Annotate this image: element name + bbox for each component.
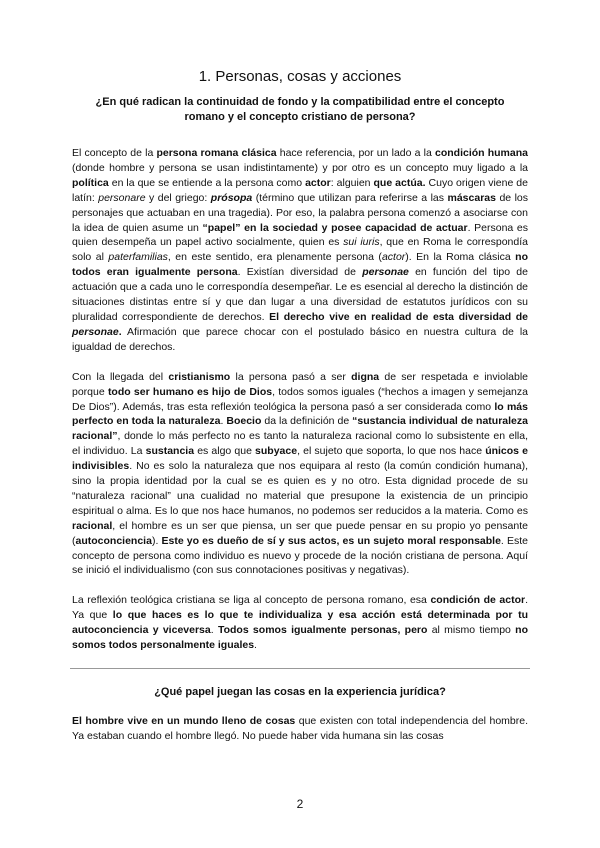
p1-run: (donde hombre y persona se usan indistintamente) y por otro es un concepto muy ligado a la [72, 161, 528, 174]
p2-run: autoconciencia [75, 534, 152, 547]
p2-run: Este yo es dueño de sí y sus actos, es un sujeto moral responsable [161, 534, 501, 547]
p2-run: , donde lo más perfecto no es tanto la naturaleza racional como lo subsistente en ella, el individuo. La [72, 430, 528, 458]
p2-run: ). [151, 534, 162, 547]
p1-run: . Persona es quien desempeña un papel activo socialmente, quien es [72, 221, 529, 249]
paragraph-3 [72, 593, 528, 653]
p2-run: cristianismo [168, 370, 231, 383]
p1-run: , que en Roma le correspondía solo al [72, 236, 528, 264]
p2-run: todo ser humano es hijo de Dios [107, 385, 273, 398]
p1-run: prósopa [210, 191, 253, 204]
p1-run: actor [381, 251, 406, 264]
p1-run: paterfamilias [108, 251, 168, 264]
section-title: 1. Personas, cosas y acciones [198, 68, 402, 85]
p1-run: “papel” en la sociedad y posee capacidad de actuar [202, 221, 468, 234]
p1-run: Afirmación que parece chocar con el postulado básico en nuestra cultura de la igualdad de derechos. [72, 325, 528, 353]
p1-run: personae [72, 325, 119, 338]
p1-run: condición humana [434, 147, 528, 159]
p1-run: . [118, 325, 122, 338]
p1-run: actor [305, 176, 331, 189]
p1-run: personare [98, 191, 146, 204]
p3-run: . Ya que [72, 594, 528, 622]
p2-run: , el sujeto que soporta, lo que nos hace [297, 445, 486, 458]
p2-run: sustancia [145, 445, 195, 458]
p2-run: . Este concepto de persona como individuo es nuevo y procede de la noción cristiana de persona. Aquí se inició el individualismo (con sus connotaciones positivas y negativas). [72, 534, 528, 577]
p1-run: hace referencia, por un lado a la [276, 147, 435, 159]
p3-run: . [210, 624, 218, 637]
p4-run: que existen con total independencia del hombre. Ya estaban cuando el hombre llegó. No puede haber vida humana sin las cosas [72, 715, 528, 742]
p1-run: y del griego: [145, 191, 211, 204]
p2-run: digna [351, 370, 380, 383]
p1-run: sui iuris [343, 236, 380, 249]
p3-run: condición de actor [430, 594, 526, 607]
p3-run: no somos todos personalmente iguales [72, 624, 528, 652]
p2-run: subyace [255, 445, 298, 458]
p1-run: (término que utilizan para referirse a las [252, 191, 448, 204]
p1-run: de los personajes que actuaban en una tragedia). Por eso, la palabra persona comenzó a asociarse con la idea de quien asume un [72, 191, 529, 234]
p1-run: personae [362, 266, 409, 279]
p2-run: , el hombre es un ser que piensa, un ser que puede pensar en su propio yo pensante ( [72, 519, 528, 547]
p2-run: de ser respetada e inviolable porque [72, 370, 528, 398]
p2-run: “sustancia individual de naturaleza racional” [72, 415, 528, 443]
p2-run: , todos somos iguales (“hechos a imagen y semejanza De Dios”). Además, tras esta reflexión teológica la persona pasó a ser considerada como [72, 385, 528, 413]
p2-run: Con la llegada del [72, 370, 169, 383]
p1-run: , en este sentido, era plenamente persona ( [167, 251, 382, 264]
p1-run: política [72, 176, 109, 189]
p3-run: Todos somos igualmente personas, pero [217, 624, 428, 637]
p1-run: no todos eran igualmente persona [72, 251, 528, 279]
p2-run: da la definición de [261, 415, 353, 428]
p1-run: Cuyo origen viene de latín: [72, 176, 528, 204]
section-divider [70, 668, 530, 669]
p2-run: racional [72, 519, 113, 532]
p1-run: El concepto de la [72, 147, 157, 159]
p2-run: Boecio [226, 415, 262, 428]
p2-run: lo más perfecto en toda la naturaleza [72, 400, 528, 428]
p1-run: . Existían diversidad de [237, 266, 363, 279]
p3-run: al mismo tiempo [427, 624, 516, 637]
p1-run: en función del tipo de actuación que a cada uno le correspondía desempeñar. Le es esencial al derecho la distinción de situaciones distintas entre sí y que dan lugar a una diversidad de estatutos jurídicos con su pluralidad correspondiente de derechos. [72, 266, 528, 323]
p1-run: persona romana clásica [156, 147, 277, 159]
p3-run: La reflexión teológica cristiana se liga al concepto de persona romano, esa [72, 594, 431, 607]
p2-run: únicos e indivisibles [72, 445, 528, 473]
p1-run: : alguien [330, 176, 374, 189]
p1-run: ). En la Roma clásica [405, 251, 516, 264]
p3-run: . [254, 639, 257, 652]
p2-run: . No es solo la naturaleza que nos equipara al resto (la común condición humana), sino la propia identidad por la cual se es quien es y no otro. Esta dignidad procede de su “naturaleza racional” una cualidad no material que presupone la existencia de un principio espiritual o alma. Es lo que nos hace humanos, no podemos ser reducidos a la materia. Como es [72, 460, 528, 517]
question-heading-1: ¿En qué radican la continuidad de fondo y la compatibilidad entre el concepto romano y el concepto cristiano de persona? [95, 96, 505, 123]
p1-run: que actúa. [373, 176, 426, 189]
question-heading-2: ¿Qué papel juegan las cosas en la experiencia jurídica? [154, 686, 446, 698]
p2-run: . [220, 415, 227, 428]
paragraph-2 [72, 370, 528, 579]
document-page [72, 68, 528, 759]
p1-run: El derecho vive en realidad de esta diversidad de [269, 310, 529, 323]
p2-run: es algo que [194, 445, 256, 458]
p4-run: El hombre vive en un mundo lleno de cosas [72, 715, 296, 727]
paragraph-4 [72, 714, 528, 744]
p1-run: máscaras [447, 191, 496, 204]
p1-run: en la que se entiende a la persona como [108, 176, 306, 189]
paragraph-1 [72, 146, 528, 355]
p3-run: lo que haces es lo que te individualiza y esa acción está determinada por tu autoconciencia y viceversa [72, 609, 528, 637]
page-number: 2 [296, 797, 304, 811]
p2-run: la persona pasó a ser [230, 370, 352, 383]
